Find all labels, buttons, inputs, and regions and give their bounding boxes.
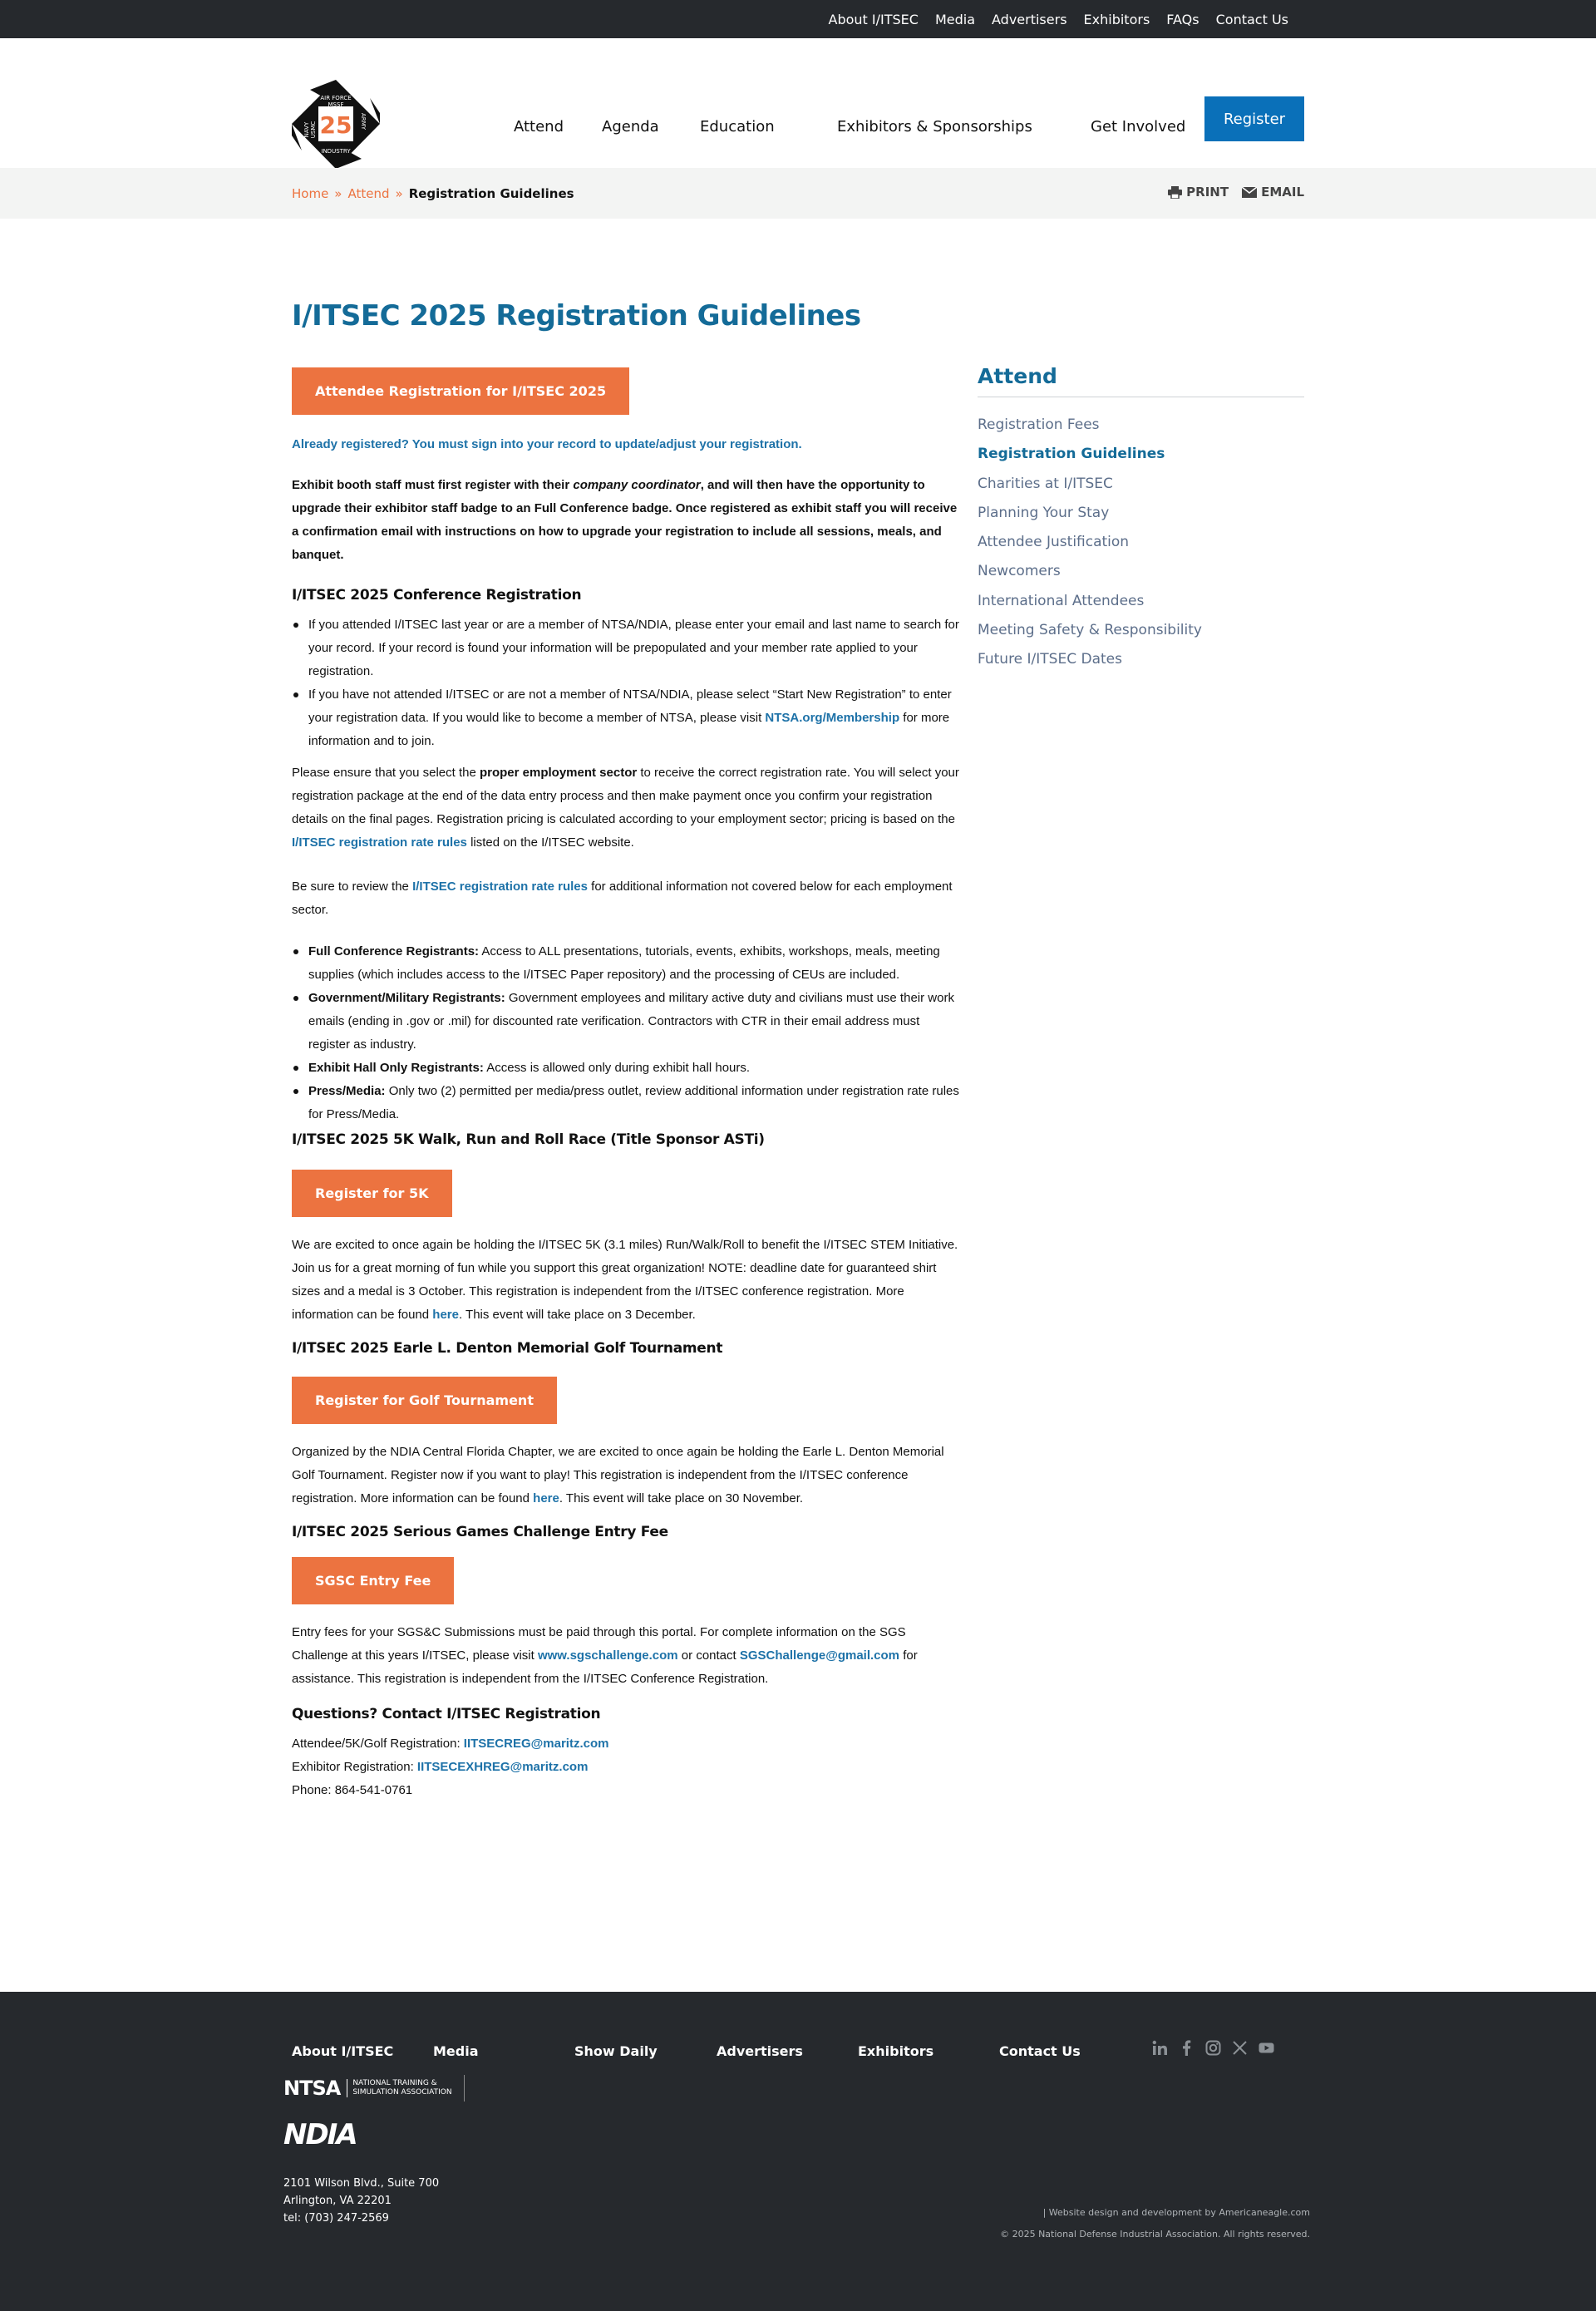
footer-link-show-daily[interactable]: Show Daily bbox=[574, 2043, 658, 2059]
list-item bbox=[292, 987, 963, 1057]
ntsa-subtitle-line: NATIONAL TRAINING & bbox=[352, 2079, 437, 2087]
sidebar-item-newcomers[interactable]: Newcomers bbox=[978, 563, 1061, 580]
footer-link-media[interactable]: Media bbox=[433, 2043, 479, 2059]
social-links bbox=[1152, 2040, 1274, 2056]
utility-link-exhibitors[interactable]: Exhibitors bbox=[1083, 12, 1150, 27]
sgs-website-link[interactable]: www.sgschallenge.com bbox=[537, 1648, 678, 1663]
logo-word: INDUSTRY bbox=[321, 148, 351, 155]
list-item bbox=[292, 683, 963, 753]
list-item bbox=[292, 940, 963, 987]
breadcrumb bbox=[292, 186, 574, 201]
attendee-contact bbox=[292, 1732, 963, 1756]
utility-link-contact[interactable]: Contact Us bbox=[1215, 12, 1288, 27]
conference-bullets bbox=[292, 613, 963, 753]
footer-link-advertisers[interactable]: Advertisers bbox=[717, 2043, 803, 2059]
text: to receive the correct registration rate. You will select your registration package at the end of the data entry process and then make payment once you confirm your registration details on the final pages. Registration pricing is calculated according to your employment sector; pricing is based on the bbox=[292, 766, 959, 826]
text-bold: proper employment sector bbox=[479, 766, 638, 780]
text: Exhibit booth staff must first register with their bbox=[292, 478, 574, 492]
text: . This event will take place on 3 December. bbox=[458, 1308, 696, 1322]
text: If you have not attended I/ITSEC or are not a member of NTSA/NDIA, please select “Start New Registration” to enter your registration data. If you would like to become a member of NTSA, please visit bbox=[308, 687, 952, 725]
phone-number: Phone: 864-541-0761 bbox=[292, 1783, 413, 1797]
register-button[interactable]: Register bbox=[1204, 96, 1304, 141]
text: Entry fees for your SGS&C Submissions must be paid through this portal. For complete information on the SGS Challenge at this years I/ITSEC, please visit bbox=[292, 1625, 906, 1663]
nav-get-involved[interactable]: Get Involved bbox=[1091, 118, 1186, 136]
ndia-logo[interactable]: NDIA bbox=[283, 2118, 357, 2151]
sgs-paragraph bbox=[292, 1621, 963, 1691]
race-heading: I/ITSEC 2025 5K Walk, Run and Roll Race (Title Sponsor ASTi) bbox=[292, 1131, 765, 1148]
breadcrumb-attend[interactable]: Attend bbox=[347, 186, 390, 201]
logo-word: MSSF bbox=[328, 101, 344, 108]
text: Only two (2) permitted per media/press outlet, review additional information under registration rate rules for Press/Media. bbox=[308, 1084, 959, 1121]
rate-rules-link[interactable]: I/ITSEC registration rate rules bbox=[292, 835, 467, 850]
exhibitor-email-link[interactable]: IITSECEXHREG@maritz.com bbox=[416, 1760, 589, 1774]
main-content bbox=[292, 367, 963, 1802]
text: or contact bbox=[677, 1648, 740, 1663]
text: for additional information not covered below for each employment sector. bbox=[292, 880, 953, 917]
already-registered-link[interactable]: Already registered? You must sign into your record to update/adjust your registration. bbox=[292, 437, 802, 451]
sector-bullets bbox=[292, 940, 963, 1126]
ntsa-logo[interactable] bbox=[283, 2075, 465, 2102]
site-footer bbox=[0, 1992, 1596, 2311]
text: Access is allowed only during exhibit hall hours. bbox=[483, 1061, 751, 1075]
ntsa-subtitle-line: SIMULATION ASSOCIATION bbox=[352, 2088, 452, 2097]
page-title: I/ITSEC 2025 Registration Guidelines bbox=[292, 299, 861, 333]
address-line: Arlington, VA 22201 bbox=[283, 2195, 392, 2207]
printer-icon bbox=[1168, 186, 1182, 199]
sidebar-item-charities[interactable]: Charities at I/ITSEC bbox=[978, 475, 1113, 492]
text: for more information and to join. bbox=[308, 711, 950, 748]
footer-credits bbox=[1000, 2202, 1310, 2245]
print-label: PRINT bbox=[1186, 185, 1229, 200]
email-label: EMAIL bbox=[1261, 185, 1304, 200]
sector-label: Press/Media: bbox=[308, 1084, 386, 1098]
utility-link-about[interactable]: About I/ITSEC bbox=[828, 12, 919, 27]
print-button[interactable] bbox=[1168, 185, 1229, 200]
text: Please ensure that you select the bbox=[292, 766, 480, 780]
footer-link-contact[interactable]: Contact Us bbox=[999, 2043, 1081, 2059]
text-emphasis: company coordinator bbox=[573, 478, 701, 492]
sidebar-item-future-dates[interactable]: Future I/ITSEC Dates bbox=[978, 651, 1122, 668]
utility-link-faqs[interactable]: FAQs bbox=[1166, 12, 1199, 27]
golf-heading: I/ITSEC 2025 Earle L. Denton Memorial Golf Tournament bbox=[292, 1340, 723, 1357]
site-header bbox=[0, 38, 1596, 168]
linkedin-icon[interactable] bbox=[1152, 2040, 1168, 2056]
sgs-heading: I/ITSEC 2025 Serious Games Challenge Entry Fee bbox=[292, 1524, 668, 1540]
text: Government employees and military active duty and civilians must use their work emails (ending in .gov or .mil) for discounted rate verification. Contractors with CTR in their email address must register as industry. bbox=[308, 991, 954, 1052]
nav-education[interactable]: Education bbox=[700, 118, 775, 136]
main-nav bbox=[0, 118, 1596, 138]
race-info-link[interactable]: here bbox=[432, 1308, 459, 1322]
text: , and will then have the opportunity to upgrade their exhibitor staff badge to an Full Conference badge. Once registered as exhibit staff you will receive a confirmation email with instructions on how to upgrade your registration to include all sessions, meals, and banquet. bbox=[292, 478, 958, 562]
text: Attendee/5K/Golf Registration: bbox=[292, 1737, 464, 1751]
footer-link-exhibitors[interactable]: Exhibitors bbox=[858, 2043, 934, 2059]
logo-word: ARMY bbox=[360, 113, 367, 130]
exhibit-staff-note bbox=[292, 474, 963, 567]
sidebar-title: Attend bbox=[978, 364, 1304, 397]
utility-link-advertisers[interactable]: Advertisers bbox=[992, 12, 1067, 27]
nav-exhibitors-sponsorships[interactable]: Exhibitors & Sponsorships bbox=[837, 118, 1032, 136]
text: We are excited to once again be holding the I/ITSEC 5K (3.1 miles) Run/Walk/Roll to benefit the I/ITSEC STEM Initiative. Join us for a great morning of fun while you support this great organization! NOTE: deadline date for guaranteed shirt sizes and a medal is 3 October. This registration is independent from the I/ITSEC conference registration. More information can be found bbox=[292, 1238, 958, 1322]
race-paragraph bbox=[292, 1234, 963, 1327]
register-5k-button[interactable]: Register for 5K bbox=[292, 1170, 452, 1217]
logo-word: AIR FORCE bbox=[320, 95, 352, 101]
youtube-icon[interactable] bbox=[1259, 2040, 1274, 2056]
nav-attend[interactable]: Attend bbox=[514, 118, 564, 136]
employment-sector-paragraph bbox=[292, 761, 963, 855]
breadcrumb-separator: » bbox=[395, 186, 403, 201]
design-credit-link[interactable]: | Website design and development by Americaneagle.com bbox=[1042, 2207, 1310, 2218]
ntsa-subtitle bbox=[347, 2079, 451, 2097]
register-golf-button[interactable]: Register for Golf Tournament bbox=[292, 1377, 557, 1424]
golf-paragraph bbox=[292, 1441, 963, 1510]
envelope-icon bbox=[1242, 187, 1257, 198]
text: Organized by the NDIA Central Florida Chapter, we are excited to once again be holding the Earle L. Denton Memorial Golf Tournament. Register now if you want to play! This registration is independent from the I/ITSEC conference registration. More information can be found bbox=[292, 1445, 944, 1505]
address-phone: tel: (703) 247-2569 bbox=[283, 2212, 389, 2225]
text: . This event will take place on 30 November. bbox=[559, 1491, 804, 1505]
text: for assistance. This registration is independent from the I/ITSEC Conference Registration. bbox=[292, 1648, 918, 1686]
ntsa-membership-link[interactable]: NTSA.org/Membership bbox=[765, 711, 900, 725]
sector-label: Exhibit Hall Only Registrants: bbox=[308, 1061, 484, 1075]
sidebar-item-meeting-safety[interactable]: Meeting Safety & Responsibility bbox=[978, 622, 1202, 639]
copyright: © 2025 National Defense Industrial Association. All rights reserved. bbox=[1000, 2229, 1310, 2240]
utility-links bbox=[829, 12, 1289, 27]
breadcrumb-current: Registration Guidelines bbox=[408, 186, 574, 201]
sgsc-entry-fee-button[interactable]: SGSC Entry Fee bbox=[292, 1557, 454, 1604]
exhibitor-contact bbox=[292, 1756, 963, 1779]
review-rates-paragraph bbox=[292, 875, 963, 922]
breadcrumb-bar bbox=[0, 168, 1596, 219]
sector-label: Government/Military Registrants: bbox=[308, 991, 505, 1005]
sidebar-nav bbox=[978, 411, 1304, 675]
ntsa-wordmark: NTSA bbox=[283, 2077, 341, 2100]
facebook-icon[interactable] bbox=[1179, 2040, 1195, 2056]
logo-word: NAVY bbox=[303, 121, 310, 138]
sidebar-item-registration-guidelines[interactable]: Registration Guidelines bbox=[978, 446, 1165, 463]
sidebar bbox=[978, 364, 1304, 675]
sidebar-item-registration-fees[interactable]: Registration Fees bbox=[978, 416, 1100, 433]
breadcrumb-separator: » bbox=[334, 186, 342, 201]
attendee-registration-button[interactable]: Attendee Registration for I/ITSEC 2025 bbox=[292, 367, 629, 415]
footer-address bbox=[283, 2175, 439, 2227]
utility-bar bbox=[0, 0, 1596, 38]
x-icon[interactable] bbox=[1232, 2040, 1248, 2056]
nav-agenda[interactable]: Agenda bbox=[602, 118, 659, 136]
golf-info-link[interactable]: here bbox=[533, 1491, 559, 1505]
rate-rules-link[interactable]: I/ITSEC registration rate rules bbox=[412, 880, 588, 894]
text: listed on the I/ITSEC website. bbox=[466, 835, 634, 850]
sgs-email-link[interactable]: SGSChallenge@gmail.com bbox=[739, 1648, 900, 1663]
list-item bbox=[292, 1080, 963, 1126]
sector-label: Full Conference Registrants: bbox=[308, 944, 480, 958]
sidebar-item-international-attendees[interactable]: International Attendees bbox=[978, 592, 1145, 609]
conference-registration-heading: I/ITSEC 2025 Conference Registration bbox=[292, 587, 582, 604]
email-button[interactable] bbox=[1242, 185, 1304, 200]
sidebar-item-attendee-justification[interactable]: Attendee Justification bbox=[978, 534, 1130, 551]
attendee-email-link[interactable]: IITSECREG@maritz.com bbox=[463, 1737, 609, 1751]
list-item: If you attended I/ITSEC last year or are a member of NTSA/NDIA, please enter your email and last name to search for your record. If your record is found your information will be prepopulated and your member rate applied to your registration. bbox=[292, 613, 963, 683]
footer-link-about[interactable]: About I/ITSEC bbox=[292, 2043, 394, 2059]
instagram-icon[interactable] bbox=[1205, 2040, 1221, 2056]
list-item bbox=[292, 1057, 963, 1080]
text: Be sure to review the bbox=[292, 880, 413, 894]
utility-link-media[interactable]: Media bbox=[934, 12, 975, 27]
logo-word: USMC bbox=[310, 121, 317, 139]
questions-heading: Questions? Contact I/ITSEC Registration bbox=[292, 1706, 601, 1722]
address-line: 2101 Wilson Blvd., Suite 700 bbox=[283, 2177, 440, 2190]
breadcrumb-home[interactable]: Home bbox=[292, 186, 329, 201]
text: Exhibitor Registration: bbox=[292, 1760, 417, 1774]
page-tools bbox=[1168, 185, 1304, 200]
text: Access to ALL presentations, tutorials, events, exhibits, workshops, meals, meeting supplies (which includes access to the I/ITSEC Paper repository) and the processing of CEUs are included. bbox=[308, 944, 940, 982]
logo-number: 25 bbox=[319, 111, 352, 139]
sidebar-item-planning-your-stay[interactable]: Planning Your Stay bbox=[978, 504, 1110, 521]
